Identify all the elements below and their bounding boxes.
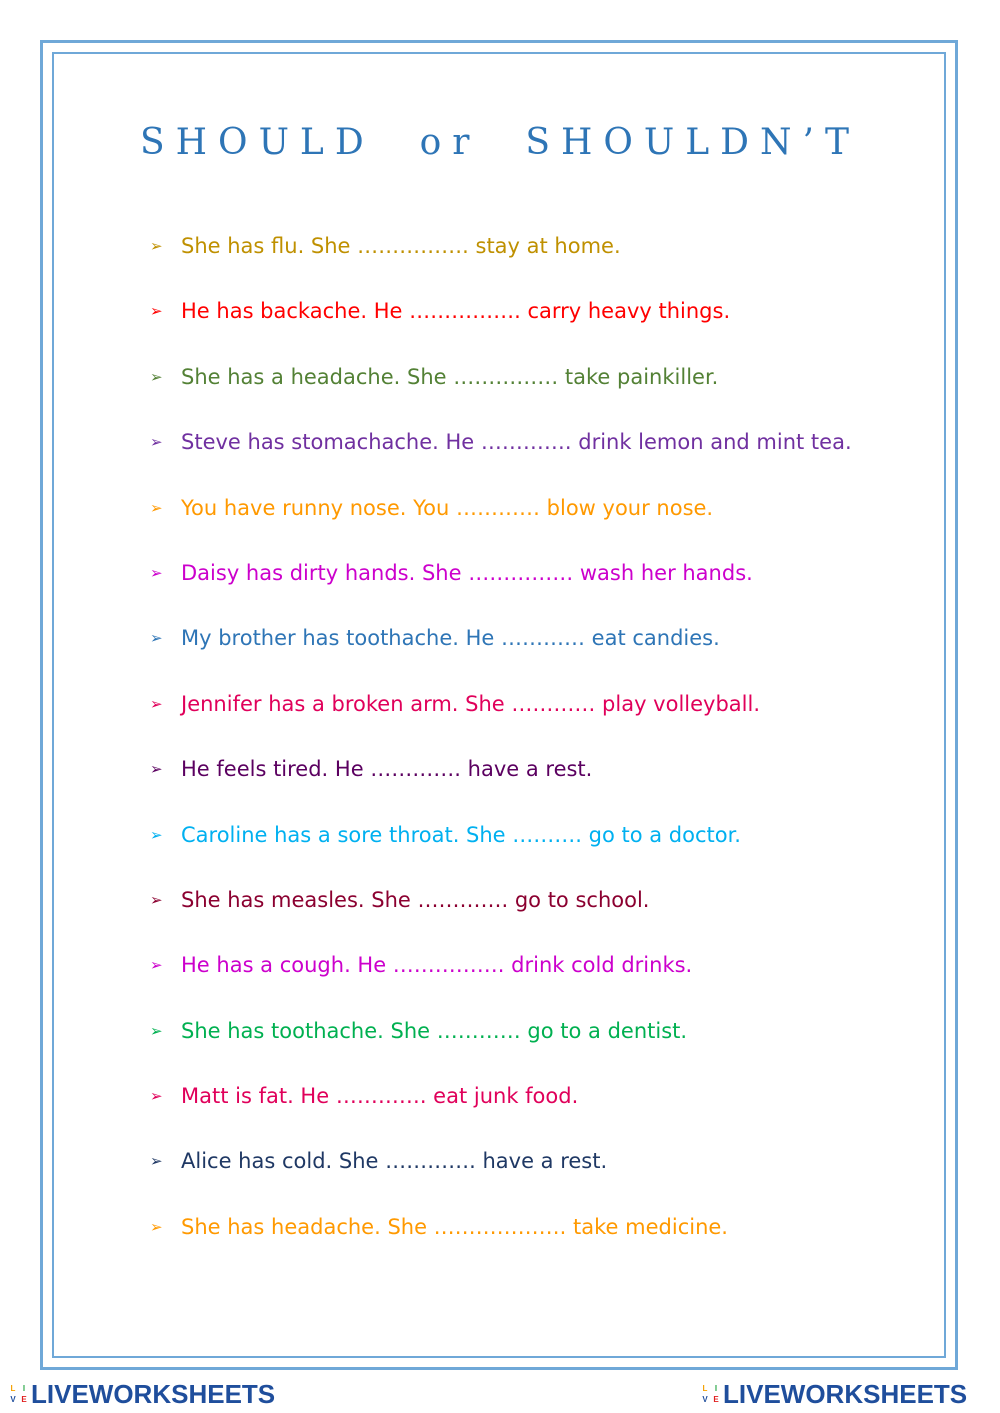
arrow-bullet-icon: ➢ (150, 1087, 163, 1106)
exercise-sentence: She has flu. She ……………. stay at home. (181, 234, 621, 258)
exercise-sentence: Jennifer has a broken arm. She ………… play volleyball. (181, 691, 761, 716)
logo-mark-letter: V (10, 1394, 16, 1404)
exercise-sentence: He has a cough. He ……………. drink cold drinks. (181, 953, 693, 978)
arrow-bullet-icon: ➢ (150, 890, 163, 909)
exercise-sentence: Matt is fat. He …………. eat junk food. (181, 1084, 579, 1109)
exercise-item (150, 229, 910, 294)
exercise-sentence: Daisy has dirty hands. She …………… wash her hands. (181, 560, 753, 585)
liveworksheets-logo-icon (8, 1384, 29, 1405)
exercise-item (150, 556, 910, 621)
arrow-bullet-icon: ➢ (150, 1217, 163, 1236)
logo-mark-letter: V (702, 1394, 708, 1404)
exercise-item (150, 752, 910, 817)
exercise-item (150, 687, 910, 752)
exercise-sentence: Steve has stomachache. He …………. drink lemon and mint tea. (181, 430, 852, 455)
logo-mark-letter: L (10, 1383, 16, 1393)
exercise-item (150, 1144, 910, 1209)
arrow-bullet-icon: ➢ (150, 367, 163, 386)
logo-mark-letter: L (702, 1383, 708, 1393)
exercise-item (150, 818, 910, 883)
arrow-bullet-icon: ➢ (150, 563, 163, 582)
exercise-sentence: She has measles. She …………. go to school. (181, 887, 650, 912)
exercise-sentence: My brother has toothache. He ………… eat candies. (181, 626, 720, 651)
exercise-item (150, 1079, 910, 1144)
logo-mark-letter: I (714, 1383, 718, 1393)
exercise-item (150, 948, 910, 1013)
exercise-item (150, 294, 910, 359)
logo-wordmark: LIVEWORKSHEETS (31, 1379, 276, 1409)
liveworksheets-logo-left (8, 1381, 275, 1407)
arrow-bullet-icon: ➢ (150, 1152, 163, 1171)
liveworksheets-logo-right (700, 1381, 967, 1407)
arrow-bullet-icon: ➢ (150, 433, 163, 452)
arrow-bullet-icon: ➢ (150, 237, 163, 255)
exercise-sentence: He has backache. He ……………. carry heavy things. (181, 299, 731, 324)
arrow-bullet-icon: ➢ (150, 825, 163, 844)
exercise-sentence: She has headache. She ………………. take medicine. (181, 1214, 728, 1239)
logo-wordmark: LIVEWORKSHEETS (723, 1379, 968, 1409)
exercise-sentence: She has a headache. She …………… take painkiller. (181, 364, 719, 389)
arrow-bullet-icon: ➢ (150, 498, 163, 517)
exercise-item (150, 425, 910, 490)
arrow-bullet-icon: ➢ (150, 956, 163, 975)
logo-mark-letter: E (713, 1394, 719, 1404)
exercise-item (150, 883, 910, 948)
liveworksheets-logo-icon (700, 1384, 721, 1405)
exercise-item (150, 491, 910, 556)
exercise-list (150, 229, 910, 1275)
arrow-bullet-icon: ➢ (150, 760, 163, 779)
exercise-sentence: She has toothache. She ………… go to a dentist. (181, 1018, 688, 1043)
exercise-item (150, 360, 910, 425)
arrow-bullet-icon: ➢ (150, 1021, 163, 1040)
exercise-sentence: You have runny nose. You ………… blow your nose. (181, 495, 714, 520)
exercise-item (150, 1014, 910, 1079)
exercise-item (150, 621, 910, 686)
arrow-bullet-icon: ➢ (150, 694, 163, 713)
exercise-item (150, 1210, 910, 1275)
arrow-bullet-icon: ➢ (150, 629, 163, 648)
exercise-sentence: Alice has cold. She …………. have a rest. (181, 1149, 608, 1174)
exercise-sentence: Caroline has a sore throat. She ………. go to a doctor. (181, 822, 741, 847)
arrow-bullet-icon: ➢ (150, 302, 163, 321)
logo-mark-letter: I (22, 1383, 26, 1393)
logo-mark-letter: E (21, 1394, 27, 1404)
exercise-sentence: He feels tired. He …………. have a rest. (181, 757, 593, 782)
worksheet-title: SHOULD or SHOULDN’T (140, 122, 860, 163)
